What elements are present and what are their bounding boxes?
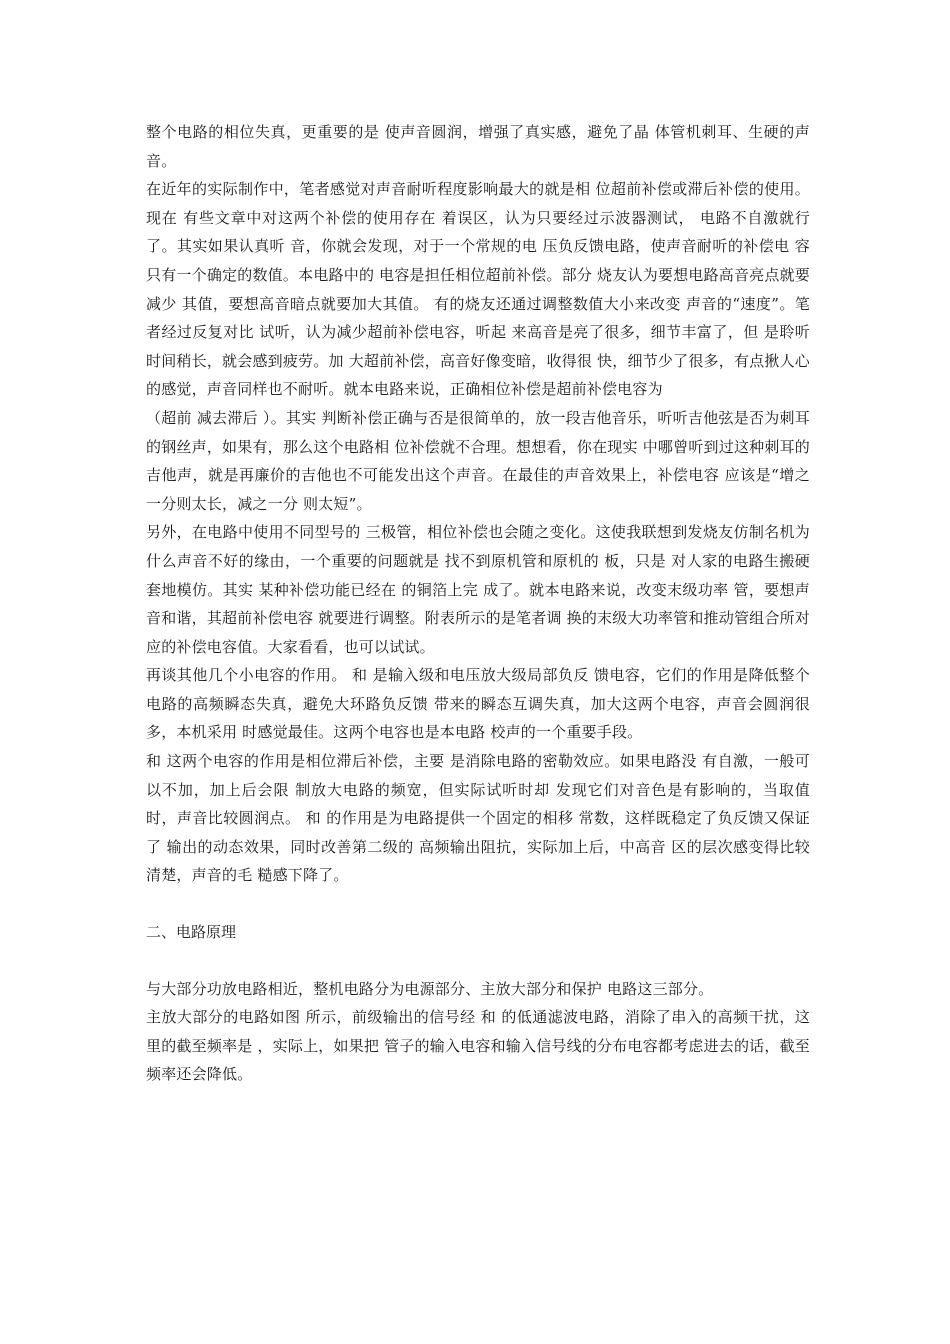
paragraph-lag-compensation: 和 这两个电容的作用是相位滞后补偿，主要 是消除电路的密勒效应。如果电路没 有自激，一般可以不加，加上后会限 制放大电路的频宽，但实际试听时却 发现它们对音色是有影响的，当取值 时，声音比较圆润点。 和 的作用是为电路提供一个固定的相移 常数，这样既稳定了负反馈又保证了 输出的动态效果，同时改善第二级的 高频输出阻抗，实际加上后，中高音 区的层次感变得比较清楚，声音的毛 糙感下降了。 [146,752,810,885]
document-page [146,118,810,1089]
paragraph-main-amplifier: 主放大部分的电路如图 所示，前级输出的信号经 和 的低通滤波电路，消除了串入的高频干扰，这里的截至频率是 ，实际上，如果把 管子的输入电容和输入信号线的分布电容都考虑进去的话，截至频率还会降低。 [146,1008,810,1084]
paragraph-phase-compensation: 在近年的实际制作中，笔者感觉对声音耐听程度影响最大的就是相 位超前补偿或滞后补偿的使用。现在 有些文章中对这两个补偿的使用存在 着误区，认为只要经过示波器测试， 电路不自激就行了。其实如果认真听 音，你就会发现，对于一个常规的电 压负反馈电路，使声音耐听的补偿电 容只有一个确定的数值。本电路中的 电容是担任相位超前补偿。部分 烧友认为要想电路高音亮点就要减少 其值，要想高音暗点就要加大其值。 有的烧友还通过调整数值大小来改变 声音的“速度”。笔者经过反复对比 试听，认为减少超前补偿电容，听起 来高音是亮了很多，细节丰富了，但 是聆听时间稍长，就会感到疲劳。加 大超前补偿，高音好像变暗，收得很 快，细节少了很多，有点揪人心的感觉，声音同样也不耐听。就本电路来说，正确相位补偿是超前补偿电容为 [146,180,810,399]
section-heading-circuit-principle: 二、电路原理 [146,923,237,942]
paragraph-guitar-test: （超前 减去滞后 ）。其实 判断补偿正确与否是很简单的，放一段吉他音乐，听听吉他弦是否为刺耳 的钢丝声，如果有，那么这个电路相 位补偿就不合理。想想看，你在现实 中哪曾听到过这种刺耳的吉他声，就是再廉价的吉他也不可能发出这个声音。在最佳的声音效果上，补偿电容 应该是“增之一分则太长，减之一分 则太短”。 [146,408,810,513]
paragraph-phase-distortion: 整个电路的相位失真，更重要的是 使声音圆润，增强了真实感，避免了晶 体管机刺耳、生硬的声音。 [146,123,810,170]
paragraph-circuit-overview: 与大部分功放电路相近，整机电路分为电源部分、主放大部分和保护 电路这三部分。 [146,979,714,998]
paragraph-small-capacitors: 再谈其他几个小电容的作用。 和 是输入级和电压放大级局部负反 馈电容，它们的作用是降低整个电路的高频瞬态失真，避免大环路负反馈 带来的瞬态互调失真，加大这两个电容，声音会圆润很多，本机采用 时感觉最佳。这两个电容也是本电路 校声的一个重要手段。 [146,666,810,742]
paragraph-transistor-models: 另外，在电路中使用不同型号的 三极管，相位补偿也会随之变化。这使我联想到发烧友仿制名机为什么声音不好的缘由，一个重要的问题就是 找不到原机管和原机的 板，只是 对人家的电路生搬硬套地模仿。其实 某种补偿功能已经在 的铜箔上完 成了。就本电路来说，改变末级功率 管，要想声音和谐，其超前补偿电容 就要进行调整。附表所示的是笔者调 换的末级大功率管和推动管组合所对 应的补偿电容值。大家看看，也可以试试。 [146,523,810,656]
